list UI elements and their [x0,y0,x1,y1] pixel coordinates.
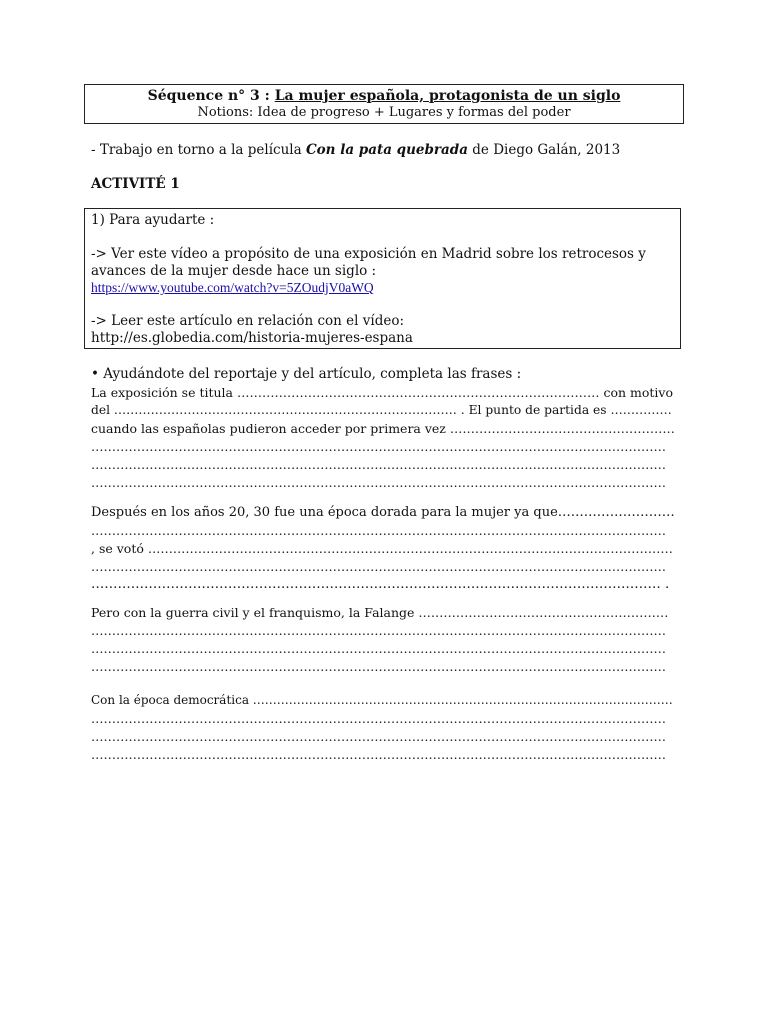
sequence-title [85,88,683,105]
fill-line: del ………………………………………………………………………… . El punto de partida es …………… [91,403,672,417]
fill-line: ………………………………………………………………………………………………………………………… [91,475,666,490]
help-heading: 1) Para ayudarte : [91,212,215,228]
fill-line: ………………………………………………………………………………………………………………………… [91,729,666,744]
fill-line: , se votó ……………………………………………………………………………………………………………… [91,541,673,556]
intro-suffix: de Diego Galán, 2013 [467,142,621,158]
film-title: Con la pata quebrada [305,142,468,158]
fill-line: ………………………………………………………………………………………………………………………… [91,711,666,726]
fill-line: ………………………………………………………………………………………………………………………… [91,623,666,638]
sequence-prefix: Séquence n° 3 : [147,88,275,104]
notions-line: Notions: Idea de progreso + Lugares y formas del poder [197,105,571,120]
fill-line: ………………………………………………………………………………………………………………………… [91,747,666,762]
fill-line: ………………………………………………………………………………………………………………………… [91,523,666,538]
video-link[interactable]: https://www.youtube.com/watch?v=5ZOudjV0aWQ [91,280,374,295]
fill-line: Pero con la guerra civil y el franquismo, la Falange …………………………………………………… [91,605,669,620]
title-box [84,84,684,124]
sequence-name: La mujer española, protagonista de un siglo [274,88,621,104]
help-box [84,208,681,349]
intro-prefix: - Trabajo en torno a la película [91,142,306,158]
fill-line: ………………………………………………………………………………………………………………………… [91,439,666,454]
exercise-instruction: • Ayudándote del reportaje y del artículo, completa las frases : [91,366,522,382]
article-line: -> Leer este artículo en relación con el vídeo: [91,313,405,329]
article-url: http://es.globedia.com/historia-mujeres-espana [91,330,413,346]
fill-line: ………………………………………………………………………………………………………………………… [91,457,666,472]
fill-line: ………………………………………………………………………………………………………………… . [91,577,670,592]
video-line-1: -> Ver este vídeo a propósito de una exposición en Madrid sobre los retrocesos y [91,246,646,262]
fill-line: cuando las españolas pudieron acceder por primera vez ……………………………………………… [91,421,675,436]
fill-line: ………………………………………………………………………………………………………………………… [91,559,666,574]
fill-line: Después en los años 20, 30 fue una época dorada para la mujer ya que……………………… [91,505,675,520]
video-line-2: avances de la mujer desde hace un siglo : [91,263,377,279]
activity-title: ACTIVITÉ 1 [91,176,180,192]
fill-line: Con la época democrática …………………………………………………………………………………………… [91,693,673,707]
fill-line: ………………………………………………………………………………………………………………………… [91,659,666,674]
intro-line [91,142,620,159]
fill-line: ………………………………………………………………………………………………………………………… [91,641,666,656]
fill-line: La exposición se titula …………………………………………………………………………… con motivo [91,385,673,400]
